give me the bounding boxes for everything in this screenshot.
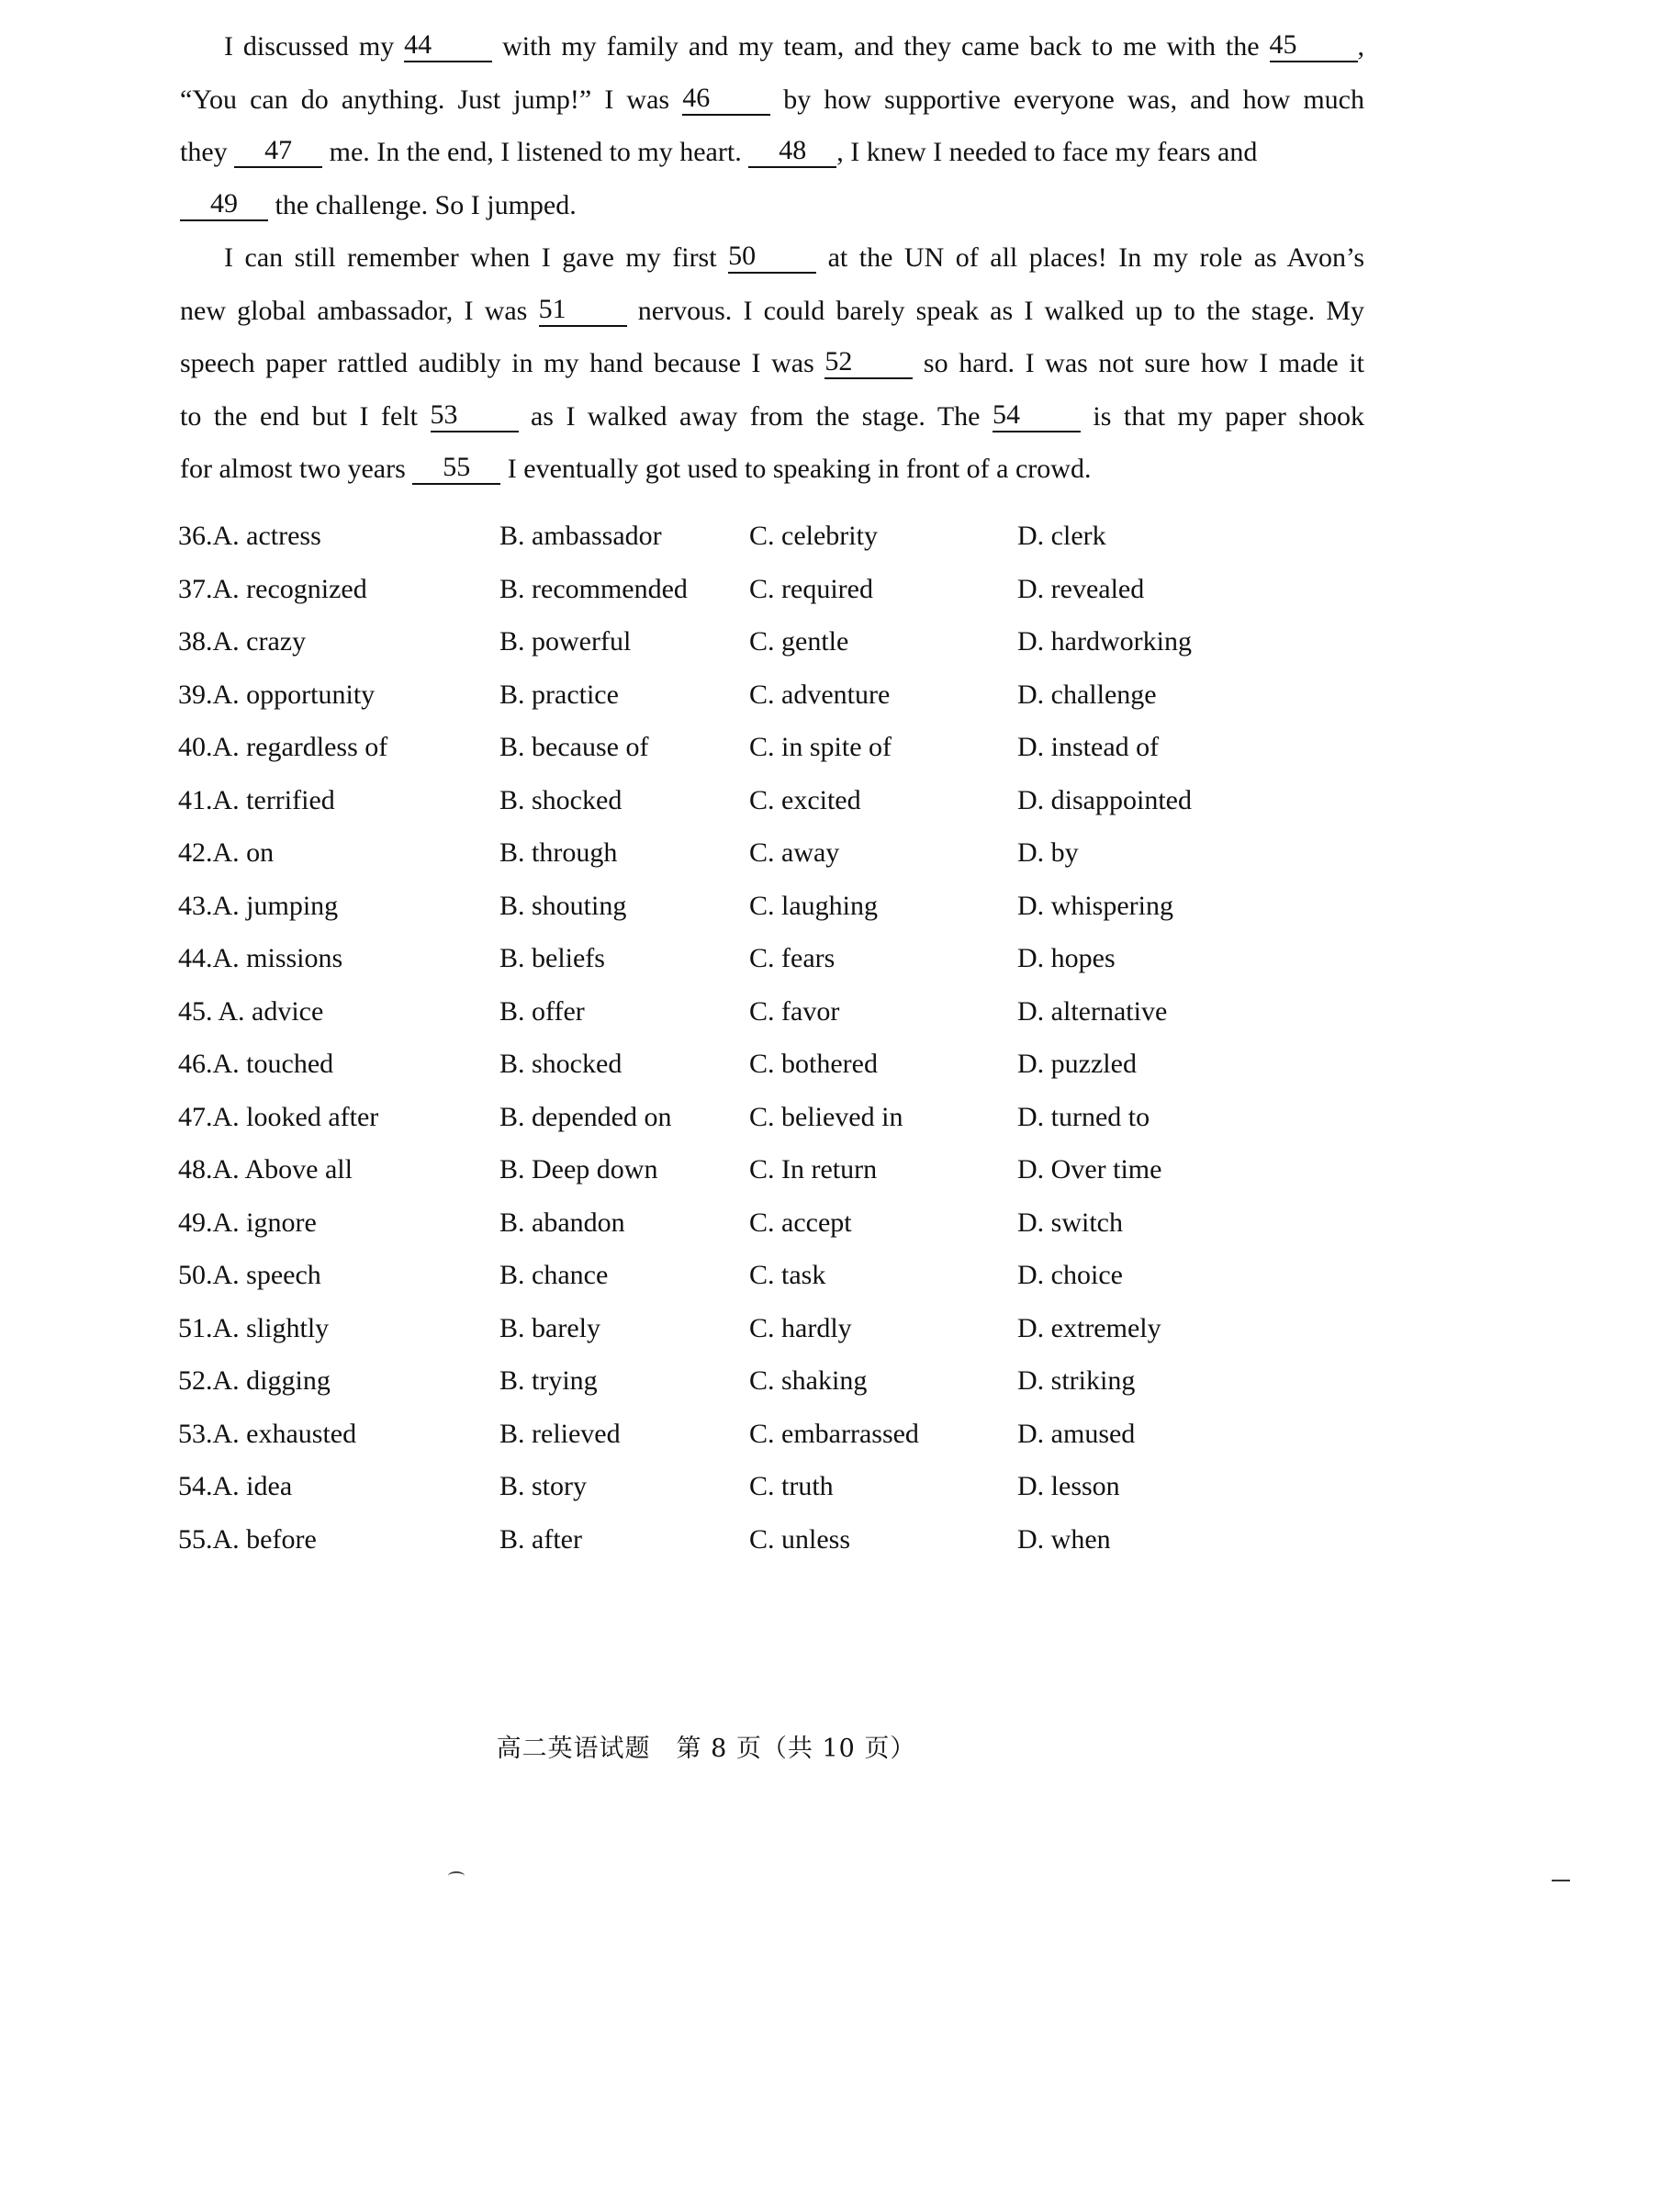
option-c: C. in spite of bbox=[749, 732, 892, 762]
passage-line bbox=[180, 126, 1364, 179]
option-b: B. shouting bbox=[499, 890, 627, 921]
blank-45: 45 bbox=[1270, 29, 1358, 62]
option-c: C. excited bbox=[749, 784, 861, 815]
option-a: 38.A. crazy bbox=[178, 626, 307, 657]
option-a: 54.A. idea bbox=[178, 1471, 293, 1501]
option-a: 39.A. opportunity bbox=[178, 679, 376, 710]
option-a: 37.A. recognized bbox=[178, 573, 367, 604]
question-row bbox=[178, 668, 1280, 722]
blank-46: 46 bbox=[682, 83, 770, 116]
option-a: 46.A. touched bbox=[178, 1049, 334, 1079]
blank-44: 44 bbox=[404, 29, 492, 62]
option-a: 40.A. regardless of bbox=[178, 732, 388, 762]
question-row bbox=[178, 985, 1280, 1039]
option-a: 41.A. terrified bbox=[178, 784, 335, 815]
option-a: 49.A. ignore bbox=[178, 1207, 317, 1238]
option-b: B. ambassador bbox=[499, 521, 662, 551]
option-c: C. accept bbox=[749, 1207, 852, 1238]
option-d: D. disappointed bbox=[1017, 784, 1192, 815]
option-a: 48.A. Above all bbox=[178, 1154, 353, 1185]
option-c: C. required bbox=[749, 573, 873, 604]
option-c: C. adventure bbox=[749, 679, 891, 710]
option-b: B. offer bbox=[499, 995, 585, 1027]
question-row bbox=[178, 1460, 1280, 1513]
question-row bbox=[178, 1038, 1280, 1091]
option-a: 45. A. advice bbox=[178, 995, 324, 1027]
passage-text: to the end but I felt bbox=[180, 400, 431, 432]
passage-text: at the UN of all places! In my role as Avon’s bbox=[816, 242, 1364, 273]
option-d: D. revealed bbox=[1017, 573, 1145, 604]
question-row bbox=[178, 1354, 1280, 1408]
option-b: B. because of bbox=[499, 732, 649, 762]
option-d: D. puzzled bbox=[1017, 1049, 1137, 1079]
option-b: B. shocked bbox=[499, 784, 622, 815]
blank-49: 49 bbox=[180, 188, 268, 221]
blank-55: 55 bbox=[412, 452, 500, 485]
option-d: D. Over time bbox=[1017, 1154, 1162, 1185]
passage-line bbox=[180, 443, 1364, 496]
option-b: B. powerful bbox=[499, 626, 632, 657]
option-b: B. abandon bbox=[499, 1207, 625, 1238]
option-c: C. embarrassed bbox=[749, 1418, 919, 1449]
option-d: D. hardworking bbox=[1017, 626, 1192, 657]
blank-52: 52 bbox=[824, 346, 913, 379]
passage-text: for almost two years bbox=[180, 454, 413, 484]
option-b: B. practice bbox=[499, 679, 619, 710]
blank-51: 51 bbox=[539, 294, 627, 327]
option-c: C. believed in bbox=[749, 1101, 903, 1132]
option-b: B. shocked bbox=[499, 1049, 622, 1079]
option-d: D. challenge bbox=[1017, 679, 1157, 710]
option-d: D. hopes bbox=[1017, 943, 1116, 973]
option-b: B. chance bbox=[499, 1260, 609, 1290]
page-footer: 高二英语试题 第 8 页（共 10 页） bbox=[496, 1735, 916, 1763]
scan-mark bbox=[448, 1871, 465, 1881]
option-b: B. recommended bbox=[499, 573, 688, 604]
blank-48: 48 bbox=[748, 135, 836, 168]
passage-text: I can still remember when I gave my first bbox=[224, 242, 729, 273]
passage-line bbox=[180, 73, 1364, 127]
option-c: C. truth bbox=[749, 1471, 834, 1501]
passage-text: with my family and my team, and they came back to me with the bbox=[492, 31, 1270, 62]
question-row bbox=[178, 1408, 1280, 1461]
question-row bbox=[178, 1091, 1280, 1144]
passage-line bbox=[180, 20, 1364, 73]
passage-text: by how supportive everyone was, and how much bbox=[770, 84, 1364, 115]
option-d: D. lesson bbox=[1017, 1471, 1120, 1501]
passage-text: they bbox=[180, 137, 235, 167]
option-d: D. by bbox=[1017, 837, 1079, 868]
option-b: B. story bbox=[499, 1471, 588, 1501]
question-row bbox=[178, 1249, 1280, 1302]
question-row bbox=[178, 1196, 1280, 1250]
question-row bbox=[178, 880, 1280, 933]
option-b: B. beliefs bbox=[499, 943, 605, 973]
option-a: 42.A. on bbox=[178, 837, 275, 868]
passage-text: me. In the end, I listened to my heart. bbox=[322, 137, 749, 167]
option-c: C. laughing bbox=[749, 890, 878, 921]
passage-text: as I walked away from the stage. The bbox=[518, 400, 993, 432]
blank-54: 54 bbox=[993, 399, 1081, 432]
option-b: B. through bbox=[499, 837, 618, 868]
passage-text: new global ambassador, I was bbox=[180, 295, 539, 326]
option-d: D. instead of bbox=[1017, 732, 1160, 762]
option-c: C. task bbox=[749, 1260, 826, 1290]
option-c: C. hardly bbox=[749, 1312, 852, 1343]
question-row bbox=[178, 932, 1280, 985]
passage-text: so hard. I was not sure how I made it bbox=[913, 348, 1364, 378]
option-a: 43.A. jumping bbox=[178, 890, 339, 921]
passage-text: I discussed my bbox=[224, 31, 405, 62]
question-row bbox=[178, 563, 1280, 616]
passage-text: nervous. I could barely speak as I walked up to the stage. My bbox=[626, 295, 1365, 326]
option-a: 50.A. speech bbox=[178, 1260, 321, 1290]
option-a: 53.A. exhausted bbox=[178, 1418, 357, 1449]
passage-text: is that my paper shook bbox=[1080, 400, 1364, 432]
passage-text: , bbox=[1357, 31, 1364, 62]
option-d: D. turned to bbox=[1017, 1101, 1150, 1132]
option-d: D. alternative bbox=[1017, 995, 1168, 1027]
option-b: B. trying bbox=[499, 1365, 598, 1396]
option-a: 51.A. slightly bbox=[178, 1312, 330, 1343]
question-row bbox=[178, 1513, 1280, 1566]
passage-text: “You can do anything. Just jump!” I was bbox=[180, 84, 683, 115]
question-row bbox=[178, 721, 1280, 774]
option-b: B. relieved bbox=[499, 1418, 621, 1449]
question-row bbox=[178, 774, 1280, 827]
option-b: B. after bbox=[499, 1523, 582, 1555]
passage-line bbox=[180, 285, 1364, 338]
option-a: 52.A. digging bbox=[178, 1365, 331, 1396]
option-b: B. Deep down bbox=[499, 1154, 658, 1185]
option-d: D. extremely bbox=[1017, 1312, 1161, 1343]
option-d: D. switch bbox=[1017, 1207, 1123, 1238]
passage-text: speech paper rattled audibly in my hand because I was bbox=[180, 348, 825, 378]
passage-line bbox=[180, 390, 1364, 444]
option-b: B. barely bbox=[499, 1312, 600, 1343]
option-c: C. celebrity bbox=[749, 521, 878, 551]
cloze-passage bbox=[180, 20, 1364, 496]
option-c: C. shaking bbox=[749, 1365, 868, 1396]
option-d: D. clerk bbox=[1017, 521, 1106, 551]
option-b: B. depended on bbox=[499, 1101, 672, 1132]
option-a: 55.A. before bbox=[178, 1523, 317, 1555]
answer-options bbox=[178, 510, 1280, 1566]
passage-line bbox=[180, 179, 1364, 232]
option-d: D. striking bbox=[1017, 1365, 1136, 1396]
option-c: C. away bbox=[749, 837, 840, 868]
option-d: D. when bbox=[1017, 1523, 1111, 1555]
option-a: 44.A. missions bbox=[178, 943, 343, 973]
blank-47: 47 bbox=[234, 135, 322, 168]
option-c: C. bothered bbox=[749, 1049, 878, 1079]
option-d: D. amused bbox=[1017, 1418, 1136, 1449]
option-a: 36.A. actress bbox=[178, 521, 321, 551]
passage-line bbox=[180, 231, 1364, 285]
option-c: C. In return bbox=[749, 1154, 878, 1185]
question-row bbox=[178, 826, 1280, 880]
scan-mark bbox=[1552, 1880, 1570, 1881]
blank-53: 53 bbox=[431, 399, 519, 432]
passage-text: the challenge. So I jumped. bbox=[268, 189, 577, 220]
passage-text: , I knew I needed to face my fears and bbox=[836, 137, 1258, 167]
option-d: D. whispering bbox=[1017, 890, 1173, 921]
question-row bbox=[178, 615, 1280, 668]
question-row bbox=[178, 1143, 1280, 1196]
passage-line bbox=[180, 337, 1364, 390]
option-c: C. fears bbox=[749, 943, 836, 973]
option-c: C. gentle bbox=[749, 626, 849, 657]
question-row bbox=[178, 510, 1280, 563]
option-c: C. favor bbox=[749, 995, 840, 1027]
option-a: 47.A. looked after bbox=[178, 1101, 379, 1132]
option-c: C. unless bbox=[749, 1523, 851, 1555]
blank-50: 50 bbox=[728, 241, 816, 274]
option-d: D. choice bbox=[1017, 1260, 1123, 1290]
passage-text: I eventually got used to speaking in front of a crowd. bbox=[500, 454, 1092, 484]
question-row bbox=[178, 1302, 1280, 1355]
